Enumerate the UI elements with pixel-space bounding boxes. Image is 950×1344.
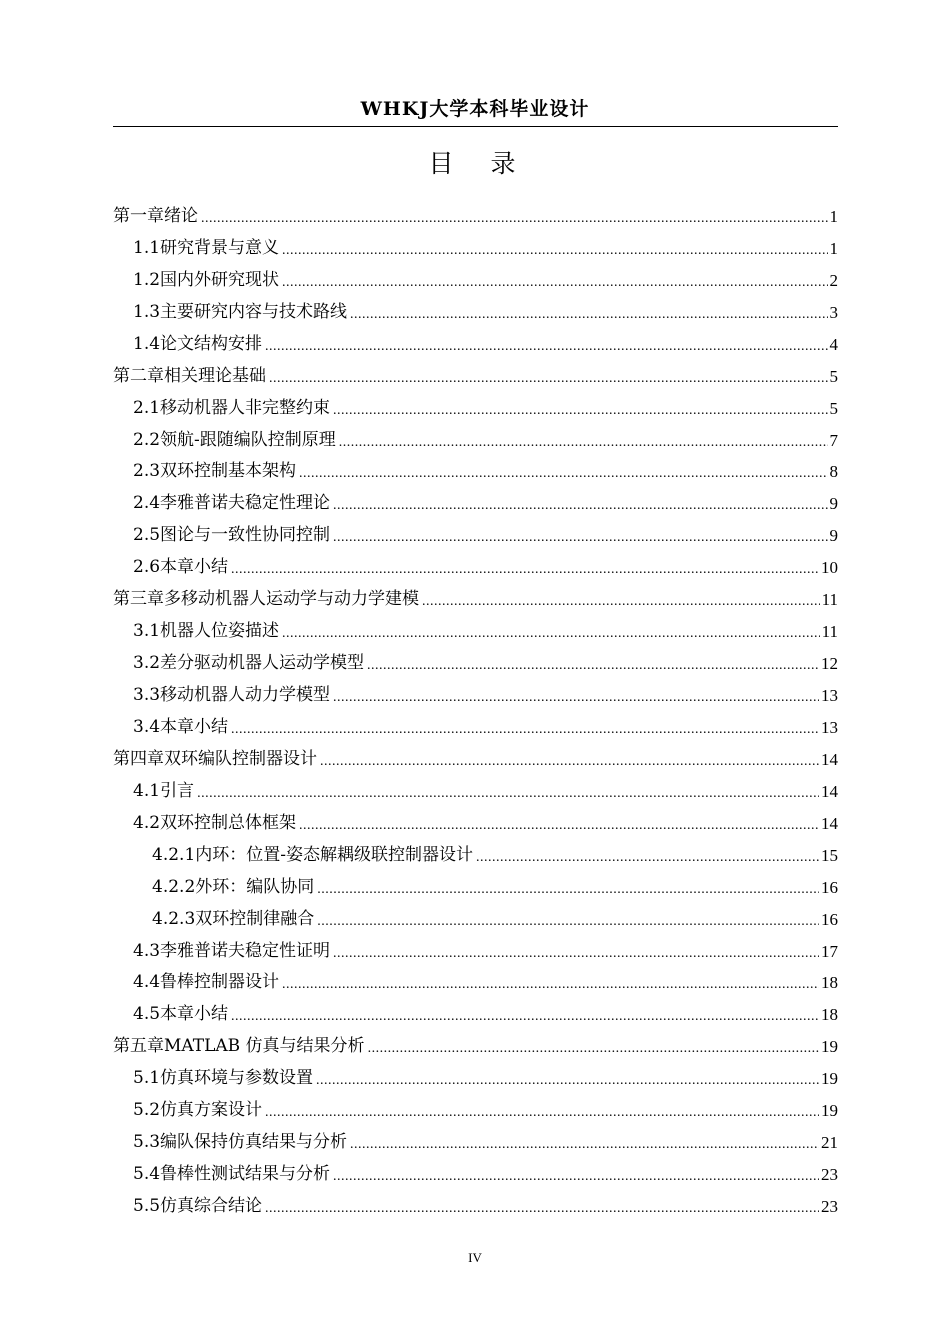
dot-leader (231, 716, 819, 744)
toc-entry-title: 领航-跟随编队控制原理 (160, 429, 336, 450)
toc-entry-page: 18 (821, 1005, 838, 1025)
dot-leader (282, 620, 820, 648)
toc-entry-number: 1.4 (133, 333, 161, 354)
toc-entry-title: 双环控制总体框架 (160, 812, 297, 833)
dot-leader (282, 269, 827, 297)
toc-entry[interactable] (113, 425, 838, 457)
toc-entry-number: 1.1 (133, 237, 161, 258)
toc-entry[interactable] (113, 1063, 838, 1095)
toc-entry-page: 14 (821, 813, 838, 833)
toc-entry-title: 引言 (160, 780, 195, 801)
dot-leader (299, 460, 827, 488)
toc-entry[interactable] (113, 1191, 838, 1223)
toc-entry[interactable] (113, 616, 838, 648)
toc-entry-page: 1 (829, 206, 838, 226)
toc-entry-number: 第三章 (113, 589, 164, 610)
dot-leader (197, 780, 819, 808)
toc-entry[interactable] (113, 329, 838, 361)
dot-leader (320, 748, 819, 776)
toc-entry-number: 4.3 (133, 940, 161, 961)
toc-entry-title: 多移动机器人运动学与动力学建模 (164, 589, 419, 610)
toc-entry-number: 2.1 (133, 397, 161, 418)
toc-entry-page: 12 (821, 654, 838, 674)
toc-entry-title: 仿真环境与参数设置 (160, 1068, 314, 1089)
toc-entry-title: 编队保持仿真结果与分析 (160, 1132, 348, 1153)
toc-entry-page: 8 (829, 462, 838, 482)
toc-entry-title: 移动机器人非完整约束 (160, 397, 331, 418)
toc-entry-number: 4.2.3 (152, 908, 196, 929)
toc-entry-number: 3.1 (133, 621, 161, 642)
toc-entry-number: 2.5 (133, 525, 161, 546)
dot-leader (269, 365, 828, 393)
toc-entry[interactable] (113, 840, 838, 872)
dot-leader (317, 876, 819, 904)
toc-entry-page: 10 (821, 558, 838, 578)
dot-leader (299, 812, 819, 840)
dot-leader (333, 940, 819, 968)
dot-leader (476, 844, 819, 872)
toc-entry-number: 4.2.2 (152, 876, 196, 897)
dot-leader (316, 1067, 819, 1095)
toc-entry[interactable] (113, 808, 838, 840)
toc-entry-title: 双环控制基本架构 (160, 461, 297, 482)
toc-entry-page: 13 (821, 717, 838, 737)
toc-entry-title: 仿真方案设计 (160, 1100, 263, 1121)
toc-entry-page: 18 (821, 973, 838, 993)
dot-leader (333, 1163, 819, 1191)
toc-entry-number: 1.3 (133, 301, 161, 322)
toc-entry[interactable] (113, 457, 838, 489)
dot-leader (422, 588, 820, 616)
toc-entry[interactable] (113, 233, 838, 265)
toc-entry-title: 双环编队控制器设计 (164, 748, 317, 769)
toc-entry-title: MATLAB 仿真与结果分析 (164, 1036, 365, 1057)
toc-title: 目 录 (428, 149, 522, 178)
toc-entry-page: 1 (829, 238, 838, 258)
toc-entry-title: 移动机器人动力学模型 (160, 685, 331, 706)
toc-entry-title: 差分驱动机器人运动学模型 (160, 653, 365, 674)
toc-entry-page: 7 (829, 430, 838, 450)
toc-entry[interactable] (113, 776, 838, 808)
toc-entry-number: 第一章 (113, 205, 164, 226)
toc-entry-page: 5 (829, 398, 838, 418)
toc-entry-page: 11 (821, 590, 838, 610)
dot-leader (350, 1131, 819, 1159)
toc-entry-number: 4.1 (133, 780, 161, 801)
toc-entry-number: 5.2 (133, 1100, 161, 1121)
toc-entry-page: 23 (821, 1165, 838, 1185)
toc-entry-title: 李雅普诺夫稳定性证明 (160, 940, 331, 961)
toc-entry-number: 3.3 (133, 685, 161, 706)
dot-leader (339, 429, 828, 457)
dot-leader (265, 333, 827, 361)
toc-entry[interactable] (113, 297, 838, 329)
toc-entry-page: 19 (821, 1101, 838, 1121)
toc-entry-page: 14 (821, 781, 838, 801)
toc-entry-title: 机器人位姿描述 (160, 621, 280, 642)
toc-entry-page: 2 (829, 270, 838, 290)
toc-entry-number: 3.4 (133, 716, 161, 737)
toc-entry-number: 4.2 (133, 812, 161, 833)
toc-entry-title: 鲁棒控制器设计 (160, 972, 280, 993)
toc-entry-title: 论文结构安排 (160, 333, 263, 354)
toc-entry-page: 3 (829, 302, 838, 322)
toc-entry[interactable] (113, 488, 838, 520)
toc-entry-title: 绪论 (164, 205, 198, 226)
toc-entry-page: 11 (821, 622, 838, 642)
toc-entry-title: 本章小结 (160, 557, 229, 578)
dot-leader (231, 556, 819, 584)
page-header: WHKJ大学本科毕业设计 (360, 98, 590, 120)
toc-entry-number: 2.4 (133, 493, 161, 514)
dot-leader (333, 397, 827, 425)
toc-entry[interactable] (113, 648, 838, 680)
toc-entry[interactable] (113, 744, 838, 776)
toc-entry-number: 1.2 (133, 269, 161, 290)
toc-entry-number: 4.5 (133, 1004, 161, 1025)
toc-entry-page: 16 (821, 909, 838, 929)
toc-entry-number: 第二章 (113, 365, 164, 386)
toc-entry-page: 19 (821, 1037, 838, 1057)
toc-entry[interactable] (113, 1031, 838, 1063)
toc-entry-title: 主要研究内容与技术路线 (160, 301, 348, 322)
table-of-contents (113, 201, 838, 1223)
toc-entry[interactable] (113, 712, 838, 744)
toc-entry-page: 21 (821, 1133, 838, 1153)
dot-leader (231, 1003, 819, 1031)
dot-leader (282, 971, 819, 999)
toc-entry[interactable] (113, 520, 838, 552)
toc-entry-number: 2.3 (133, 461, 161, 482)
toc-entry[interactable] (113, 936, 838, 968)
dot-leader (368, 1035, 819, 1063)
dot-leader (350, 301, 827, 329)
toc-entry-title: 研究背景与意义 (160, 237, 280, 258)
toc-entry[interactable] (113, 680, 838, 712)
toc-entry-title: 国内外研究现状 (160, 269, 280, 290)
toc-entry-title: 李雅普诺夫稳定性理论 (160, 493, 331, 514)
toc-entry[interactable] (113, 265, 838, 297)
page-number-footer: IV (468, 1250, 482, 1265)
toc-entry[interactable] (113, 552, 838, 584)
toc-entry-number: 5.4 (133, 1164, 161, 1185)
toc-entry-page: 13 (821, 686, 838, 706)
dot-leader (333, 684, 819, 712)
toc-entry-page: 9 (829, 494, 838, 514)
toc-entry-number: 5.3 (133, 1132, 161, 1153)
toc-entry-number: 4.2.1 (152, 844, 196, 865)
toc-entry[interactable] (113, 872, 838, 904)
toc-entry-page: 17 (821, 941, 838, 961)
toc-entry-number: 2.2 (133, 429, 161, 450)
dot-leader (367, 652, 819, 680)
toc-entry-page: 23 (821, 1197, 838, 1217)
toc-entry[interactable] (113, 1095, 838, 1127)
toc-entry-title: 外环：编队协同 (195, 876, 315, 897)
toc-entry-page: 16 (821, 877, 838, 897)
toc-entry-title: 鲁棒性测试结果与分析 (160, 1164, 331, 1185)
toc-entry-number: 2.6 (133, 557, 161, 578)
dot-leader (201, 205, 828, 233)
toc-entry-title: 图论与一致性协同控制 (160, 525, 331, 546)
toc-entry-page: 4 (829, 334, 838, 354)
toc-entry-number: 3.2 (133, 653, 161, 674)
toc-entry-page: 14 (821, 749, 838, 769)
dot-leader (282, 237, 827, 265)
toc-entry[interactable] (113, 968, 838, 1000)
toc-entry-page: 19 (821, 1069, 838, 1089)
toc-entry-title: 双环控制律融合 (195, 908, 315, 929)
toc-entry[interactable] (113, 1159, 838, 1191)
toc-entry-title: 仿真综合结论 (160, 1196, 263, 1217)
toc-entry-title: 本章小结 (160, 716, 229, 737)
toc-entry[interactable] (113, 1127, 838, 1159)
toc-entry[interactable] (113, 393, 838, 425)
toc-entry-title: 相关理论基础 (164, 365, 266, 386)
dot-leader (265, 1195, 819, 1223)
dot-leader (333, 524, 827, 552)
toc-entry-number: 4.4 (133, 972, 161, 993)
header-rule (113, 126, 838, 127)
toc-entry-page: 5 (829, 366, 838, 386)
dot-leader (333, 492, 827, 520)
toc-entry[interactable] (113, 361, 838, 393)
toc-entry-page: 9 (829, 526, 838, 546)
toc-entry-title: 内环：位置-姿态解耦级联控制器设计 (195, 844, 474, 865)
toc-entry-title: 本章小结 (160, 1004, 229, 1025)
toc-entry-number: 5.5 (133, 1196, 161, 1217)
toc-entry-number: 5.1 (133, 1068, 161, 1089)
dot-leader (265, 1099, 819, 1127)
dot-leader (317, 908, 819, 936)
toc-entry[interactable] (113, 201, 838, 233)
toc-entry-page: 15 (821, 845, 838, 865)
toc-entry[interactable] (113, 999, 838, 1031)
toc-entry-number: 第四章 (113, 748, 164, 769)
toc-entry[interactable] (113, 584, 838, 616)
toc-entry[interactable] (113, 904, 838, 936)
toc-entry-number: 第五章 (113, 1036, 164, 1057)
